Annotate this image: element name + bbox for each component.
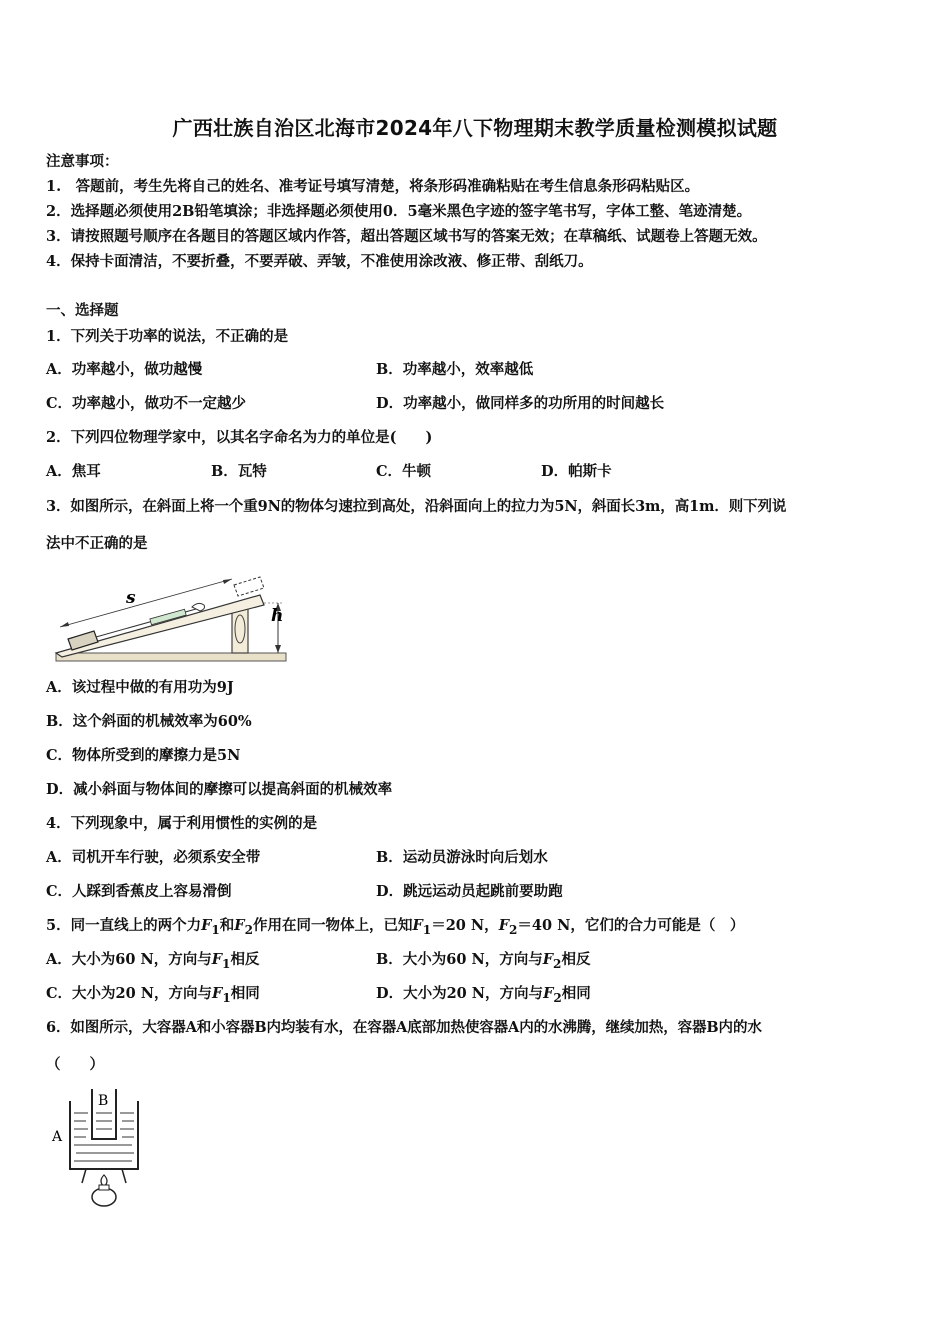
height-label: h: [271, 606, 284, 626]
lamp-cap: [99, 1185, 109, 1190]
q3-option-a: A．该过程中做的有用功为9J: [46, 679, 234, 696]
q5-stem-v2: ＝40 N，它们的合力可能是（ ）: [517, 917, 745, 934]
q1-stem: 1．下列关于功率的说法，不正确的是: [46, 328, 289, 345]
q4-option-b: B．运动员游泳时向后划水: [376, 849, 548, 866]
q3-option-b: B．这个斜面的机械效率为60%: [46, 713, 252, 730]
q1-option-c: C．功率越小，做功不一定越少: [46, 395, 247, 412]
q2-option-c: C．牛顿: [376, 463, 432, 480]
q5-force-f2: F: [234, 917, 245, 934]
q5-sub-1b: 1: [422, 922, 432, 937]
q5-b-pre: B．大小为60 N，方向与: [376, 951, 543, 968]
q5-a-post: 相反: [230, 951, 260, 968]
q5-option-c: [46, 984, 260, 1008]
stand-left: [82, 1169, 86, 1183]
notes-heading: 注意事项：: [46, 153, 119, 170]
q5-force-f2-value: F: [498, 917, 509, 934]
page-title: 广西壮族自治区北海市2024年八下物理期末教学质量检测模拟试题: [172, 116, 778, 140]
q4-option-a: A．司机开车行驶，必须系安全带: [46, 849, 261, 866]
q1-option-d: D．功率越小，做同样多的功所用的时间越长: [376, 395, 665, 412]
q4-stem: 4．下列现象中，属于利用惯性的实例的是: [46, 815, 318, 832]
boiling-container-diagram: [46, 1083, 156, 1215]
q5-d-pre: D．大小为20 N，方向与: [376, 985, 544, 1002]
q5-force-f1: F: [201, 917, 212, 934]
section-heading: 一、选择题: [46, 302, 119, 319]
q3-stem-line1: 3．如图所示，在斜面上将一个重9N的物体匀速拉到高处，沿斜面向上的拉力为5N，斜面长3m，高1m．则下列说: [46, 498, 787, 515]
container-a: [70, 1101, 138, 1169]
water-b: [96, 1113, 112, 1129]
q5-option-d: [376, 984, 591, 1008]
q3-stem-line2: 法中不正确的是: [46, 535, 148, 552]
q5-option-a: [46, 950, 259, 974]
q6-stem-line1: 6．如图所示，大容器A和小容器B内均装有水，在容器A底部加热使容器A内的水沸腾，继续加热，容器B内的水: [46, 1019, 762, 1036]
height-arrow-bottom: [275, 645, 281, 653]
q5-a-force: F: [211, 951, 223, 968]
q5-stem: [46, 916, 744, 940]
q3-option-c: C．物体所受到的摩擦力是5N: [46, 747, 241, 764]
q1-option-b: B．功率越小，效率越低: [376, 361, 534, 378]
length-arrow-head: [223, 579, 232, 584]
q6-stem-line2: （ ）: [46, 1056, 104, 1073]
incline-diagram: [46, 565, 291, 665]
q5-sub-2: 2: [244, 922, 253, 937]
q5-sub-1: 1: [211, 922, 220, 937]
q5-c-pre: C．大小为20 N，方向与: [46, 985, 213, 1002]
alcohol-lamp: [92, 1188, 116, 1206]
q5-force-f1-value: F: [412, 917, 423, 934]
water-a: [74, 1113, 134, 1161]
q5-c-force: F: [212, 985, 223, 1002]
note-item-3: 3．请按照题号顺序在各题目的答题区域内作答，超出答题区域书写的答案无效；在草稿纸、试题卷上答题无效。: [46, 228, 767, 245]
length-arrow-tail: [60, 622, 69, 627]
note-item-1: 1. 答题前，考生先将自己的姓名、准考证号填写清楚，将条形码准确粘贴在考生信息条形码粘贴区。: [46, 178, 700, 195]
stand-right: [122, 1169, 126, 1183]
q5-d-force: F: [543, 985, 554, 1002]
q5-c-sub: 1: [222, 990, 231, 1005]
q5-c-post: 相同: [230, 985, 260, 1002]
q5-b-sub: 2: [553, 956, 562, 971]
note-item-2: 2．选择题必须使用2B铅笔填涂；非选择题必须使用0．5毫米黑色字迹的签字笔书写，字体工整、笔迹清楚。: [46, 203, 752, 220]
q5-stem-pre: 5．同一直线上的两个力: [46, 917, 202, 934]
q2-option-a: A．焦耳: [46, 463, 101, 480]
q5-b-post: 相反: [561, 951, 591, 968]
object-top-dashed: [234, 577, 264, 596]
q2-option-d: D．帕斯卡: [541, 463, 612, 480]
q2-stem: 2．下列四位物理学家中，以其名字命名为力的单位是( ): [46, 429, 433, 446]
q5-option-b: [376, 950, 590, 974]
length-label: s: [126, 588, 136, 608]
q5-stem-mid2: 作用在同一物体上，已知: [253, 917, 413, 934]
q5-d-post: 相同: [561, 985, 591, 1002]
q1-option-a: A．功率越小，做功越慢: [46, 361, 203, 378]
label-a: A: [52, 1129, 63, 1145]
q3-option-d: D．减小斜面与物体间的摩擦可以提高斜面的机械效率: [46, 781, 393, 798]
q4-option-d: D．跳远运动员起跳前要助跑: [376, 883, 563, 900]
q4-option-c: C．人踩到香蕉皮上容易滑倒: [46, 883, 232, 900]
note-item-4: 4．保持卡面清洁，不要折叠，不要弄破、弄皱，不准使用涂改液、修正带、刮纸刀。: [46, 253, 593, 270]
q5-d-sub: 2: [553, 990, 562, 1005]
label-b: B: [98, 1093, 109, 1109]
q5-stem-v1: ＝20 N，: [431, 917, 499, 934]
q5-b-force: F: [542, 951, 554, 968]
q5-a-sub: 1: [222, 956, 231, 971]
q5-sub-2b: 2: [508, 922, 518, 937]
base-board: [56, 653, 286, 661]
q5-stem-mid1: 和: [219, 917, 235, 934]
q5-a-pre: A．大小为60 N，方向与: [46, 951, 212, 968]
q2-option-b: B．瓦特: [211, 463, 267, 480]
